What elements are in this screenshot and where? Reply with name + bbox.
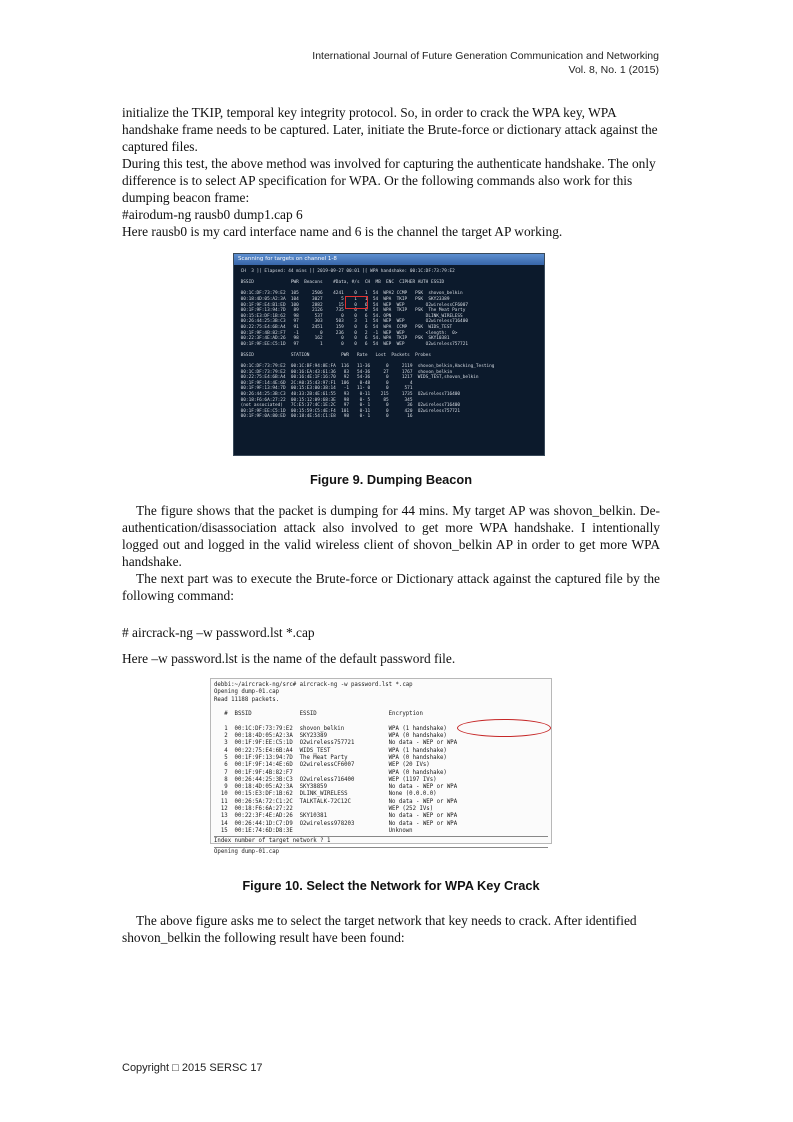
highlight-box [345,296,368,309]
paragraph: initialize the TKIP, temporal key integrity protocol. So, in order to crack the WPA key, WPA handshake frame needs to be captured. Later, initiate the Brute-force or dictionary attack against the captured files. [122,105,658,154]
body-text-bottom [122,912,660,946]
ap-table [238,291,540,347]
ap-row: 00:1F:9F:4B:82:F7 -1 0 236 0 2 -1 WEP WEP <length: 0> [238,330,458,336]
ap-row: 00:1C:DF:73:79:E2 105 2506 4241 0 1 54 WPA2 CCMP PSK shovon_belkin [238,291,463,297]
read-line: Read 11188 packets. [214,696,280,703]
station-row: 00:1F:9F:0A:80:ED 00:18:4E:54:C1:E8 98 0- 1 0 16 [238,414,413,420]
figure-9-caption: Figure 9. Dumping Beacon [309,472,473,487]
paragraph: The next part was to execute the Brute-force or Dictionary attack against the captured file by the following command: [122,571,660,603]
body-text-middle [122,502,660,604]
body-text-top [122,104,660,240]
command-line: #airodum-ng rausb0 dump1.cap 6 [122,207,303,222]
network-row: 15 00:1E:74:6D:D8:3E Unknown [214,827,413,834]
station-table-header: BSSID STATION PWR Rate Lost Packets Probes [238,352,431,358]
paragraph: Here –w password.lst is the name of the default password file. [122,651,456,666]
ap-row: 00:22:3F:4E:AD:26 98 162 0 0 6 54. WPA TKIP PSK SKY10381 [238,336,450,342]
network-row: 1 00:1C:DF:73:79:E2 shovon_belkin WPA (1 handshake) [214,725,447,732]
station-row: (not associated) 7C:E5:37:4C:1E:2C 97 0- 1 0 36 O2wireless716400 [238,403,461,409]
station-row: 00:22:75:E4:6B:A4 00:16:4E:1F:16:70 92 54-36 0 1217 WIDS_TEST,shovon_belkin [238,375,479,381]
network-row: 11 00:26:5A:72:C1:2C TALKTALK-72C12C No data - WEP or WPA [214,798,458,805]
station-row: 00:1F:9F:EE:C5:1D 00:15:59:C5:4E:F4 101 0-11 0 420 O2wireless757721 [238,408,461,414]
station-row: 00:1F:9F:13:94:7D 00:15:E3:00:38:14 -1 11- 0 0 571 [238,386,413,392]
ap-row: 00:18:4D:05:A2:3A 104 3027 5 1 1 54 WPA TKIP PSK SKY23389 [238,296,450,302]
ap-row: 00:1F:9F:E4:B1:ED 100 2882 15 0 6 54 WEP WEP O2wirelessCF6007 [238,302,468,308]
prompt-line: debbi:~/aircrack-ng/src# aircrack-ng -w password.lst *.cap [214,682,413,688]
network-row: 10 00:15:E3:DF:1B:62 DLINK_WIRELESS None (0.0.0.0) [214,791,437,798]
paragraph: Here rausb0 is my card interface name and 6 is the channel the target AP working. [122,224,563,239]
ap-row: 00:22:75:E4:6B:A4 91 2451 159 0 6 54 WPA CCMP PSK WIDS_TEST [238,324,453,330]
volume-info: Vol. 8, No. 1 (2015) [568,64,659,76]
network-row: 4 00:22:75:E4:6B:A4 WIDS_TEST WPA (1 handshake) [214,747,447,754]
command-block [122,624,660,641]
open-line: Opening dump-01.cap [214,689,280,696]
paragraph: The figure shows that the packet is dumping for 44 mins. My target AP was shovon_belkin. De-authentication/disassociation attack also involved to get more WPA handshake. I intentionally logged out and logged in the valid wireless client of shovon_belkin AP in order to get more WPA handshake. [122,503,660,569]
figure-10-screenshot [210,678,552,855]
ap-row: 00:15:E3:DF:1B:62 98 537 0 0 6 54. OPN DLINK_WIRELESS [238,313,463,319]
divider [214,836,548,837]
terminal-window-title: Scanning for targets on channel 1-8 [234,254,544,265]
station-row: 00:1F:9F:14:4E:6D 2C:A0:35:43:97:F1 106 0-48 0 4 [238,380,413,386]
figure-9-screenshot [233,253,545,456]
network-table [214,726,548,835]
network-row: 2 00:18:4D:05:A2:3A SKY23389 WPA (0 handshake) [214,733,447,740]
ap-row: 00:26:44:25:3B:C3 97 303 503 3 1 54 WEP WEP O2wireless716400 [238,319,468,325]
status-line: CH 3 ][ Elapsed: 44 mins ][ 2019-09-27 00:01 ][ WPA handshake: 00:1C:DF:73:79:E2 [238,269,455,274]
network-row: 12 00:18:F6:6A:27:22 WEP (252 IVs) [214,806,434,813]
command-line: # aircrack-ng –w password.lst *.cap [122,625,315,640]
highlight-ellipse [457,719,551,737]
ap-table-header: BSSID PWR Beacons #Data, #/s CH MB ENC CIPHER AUTH ESSID [238,280,445,286]
network-row: 5 00:1F:9F:13:94:7D The Meat Party WPA (0 handshake) [214,754,447,761]
divider [214,847,548,848]
open-line-2: Opening dump-01.cap [214,848,280,855]
network-row: 6 00:1F:9F:14:4E:6D O2wirelessCF6007 WEP (20 IVs) [214,762,430,769]
station-row: 00:1C:DF:73:79:E2 00:16:EA:43:61:36 83 54-36 27 1767 shovon_belkin [238,369,453,375]
journal-name: International Journal of Future Generation Communication and Networking [312,50,659,62]
network-row: 13 00:22:3F:4E:AD:26 SKY10381 No data - WEP or WPA [214,813,458,820]
ap-row: 00:1F:9F:13:94:7D 89 2126 735 0 6 54 WPA TKIP PSK The Meat Party [238,308,466,314]
figure-10-caption: Figure 10. Select the Network for WPA Key Crack [242,878,540,893]
network-row: 3 00:1F:9F:EE:C5:1D O2wireless757721 No data - WEP or WPA [214,740,458,747]
ap-row: 00:1F:9F:EE:C5:1D 97 1 0 0 6 54 WEP WEP O2wireless757721 [238,341,468,347]
index-prompt: Index number of target network ? 1 [214,838,331,845]
copyright-footer: Copyright □ 2015 SERSC 17 [122,1062,263,1074]
aircrack-output [211,679,551,859]
network-row: 14 00:26:44:1D:C7:D9 O2wireless978203 No data - WEP or WPA [214,820,458,827]
table-header: # BSSID ESSID Encryption [214,711,423,718]
running-header [312,49,659,77]
station-row: 00:18:F6:6A:27:22 00:15:12:09:68:3E 98 0- 5 85 345 [238,397,413,403]
airodump-output [234,265,544,424]
paragraph: During this test, the above method was involved for capturing the authenticate handshake. The only difference is to select AP specification for WPA. Or the following commands also work for this dumping beacon frame: [122,156,656,205]
network-row: 9 00:18:4D:05:A2:3A SKY38859 No data - WEP or WPA [214,784,458,791]
network-row: 7 00:1F:9F:4B:82:F7 WPA (0 handshake) [214,769,447,776]
station-table [238,364,540,420]
network-row: 8 00:26:44:25:3B:C3 O2wireless716400 WEP (1197 IVs) [214,776,437,783]
paragraph: The above figure asks me to select the target network that key needs to crack. After identified shovon_belkin the following result have been found: [122,913,637,945]
body-text-desc [122,650,660,667]
station-row: 00:26:44:25:3B:C3 40:33:2B:4E:61:55 93 0-11 215 1735 O2wireless716400 [238,392,461,398]
station-row: 00:1C:DF:73:79:E2 00:1C:BF:94:8E:FA 116 11-36 0 2119 shovon_belkin,Hacking_Testing [238,364,495,370]
